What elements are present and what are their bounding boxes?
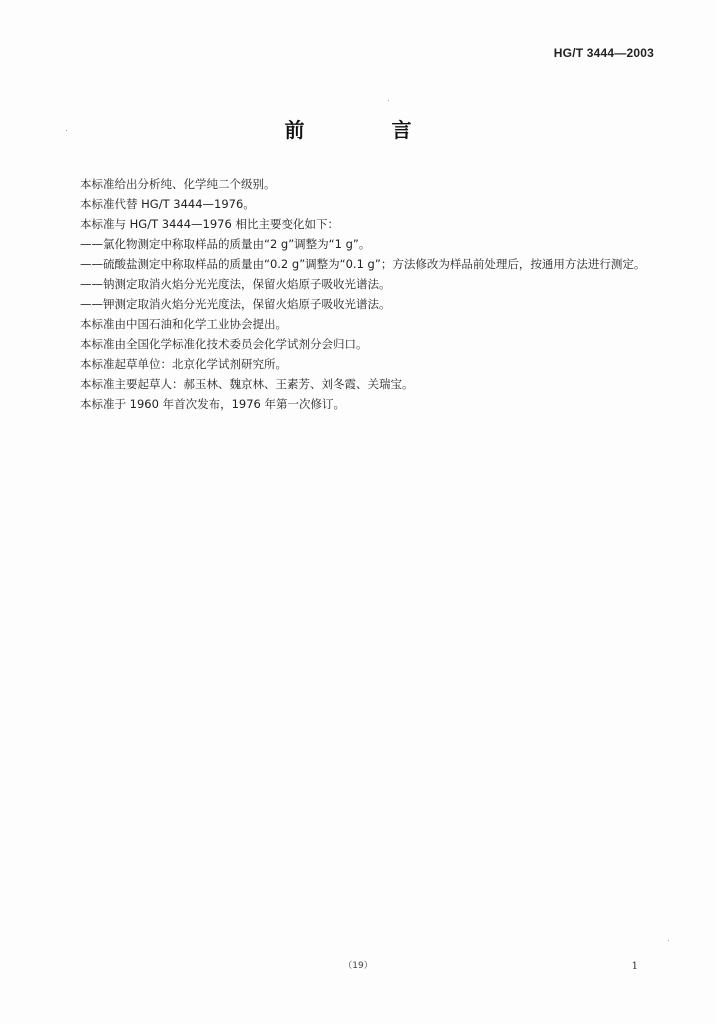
change-item: ——钾测定取消火焰分光光度法，保留火焰原子吸收光谱法。 xyxy=(80,297,391,311)
foreword-body xyxy=(80,174,660,414)
standard-code: HG/T 3444—2003 xyxy=(553,46,654,60)
page-number-center: （19） xyxy=(343,961,373,971)
paragraph-line: 本标准由中国石油和化学工业协会提出。 xyxy=(80,317,287,331)
paragraph-line: 本标准起草单位：北京化学试剂研究所。 xyxy=(80,357,287,371)
change-item: ——硫酸盐测定中称取样品的质量由“0.2 g”调整为“0.1 g”；方法修改为样品前处理后，按通用方法进行测定。 xyxy=(80,257,646,271)
paragraph-line: 本标准代替 HG/T 3444—1976。 xyxy=(80,197,255,211)
scan-speck xyxy=(66,130,67,131)
scan-speck xyxy=(668,940,669,941)
scan-speck xyxy=(388,100,389,101)
paragraph-line: 本标准主要起草人：郝玉林、魏京林、王素芳、刘冬霞、关瑞宝。 xyxy=(80,377,414,391)
change-item: ——钠测定取消火焰分光光度法，保留火焰原子吸收光谱法。 xyxy=(80,277,391,291)
paragraph-line: 本标准于 1960 年首次发布，1976 年第一次修订。 xyxy=(80,397,345,411)
page-number-right: 1 xyxy=(631,961,638,972)
paragraph-line: 本标准给出分析纯、化学纯二个级别。 xyxy=(80,177,276,191)
paragraph-line: 本标准与 HG/T 3444—1976 相比主要变化如下： xyxy=(80,217,339,231)
paragraph-line: 本标准由全国化学标准化技术委员会化学试剂分会归口。 xyxy=(80,337,368,351)
page-title: 前 言 xyxy=(284,118,452,142)
change-item: ——氯化物测定中称取样品的质量由“2 g”调整为“1 g”。 xyxy=(80,237,371,251)
